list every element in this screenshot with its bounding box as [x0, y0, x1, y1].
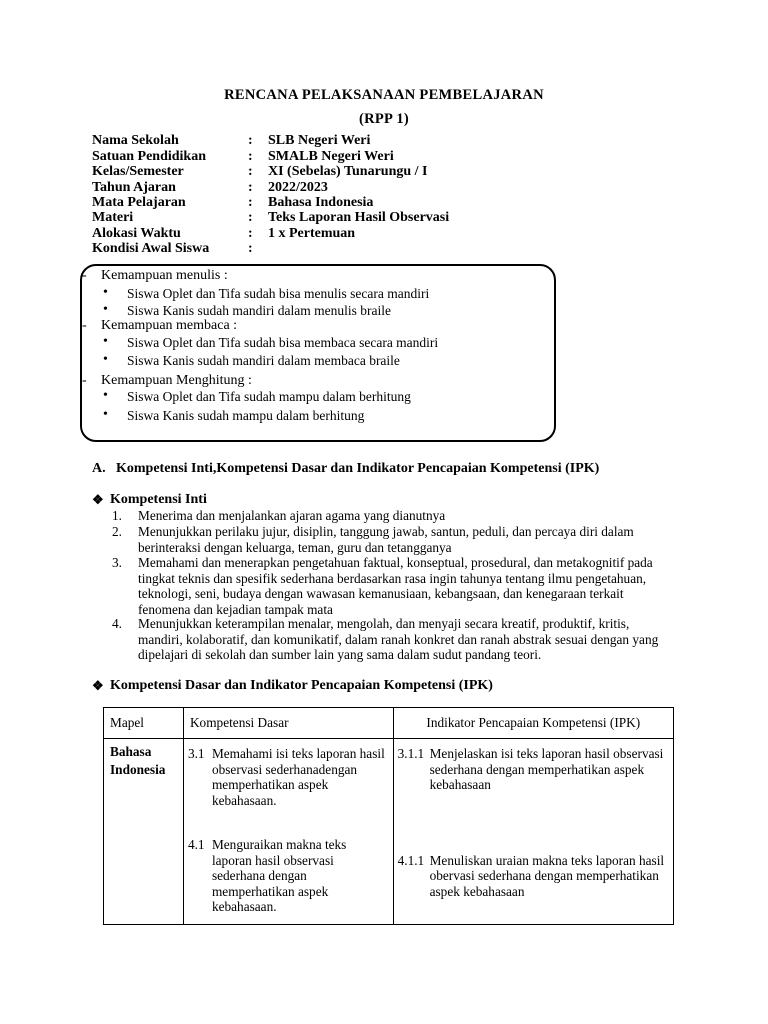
- info-colon: :: [248, 210, 253, 225]
- ipk-item: [398, 853, 669, 900]
- condition-item-text: Siswa Kanis sudah mandiri dalam membaca braile: [127, 353, 400, 368]
- condition-item-text: Siswa Oplet dan Tifa sudah bisa menulis secara mandiri: [127, 286, 430, 301]
- info-colon: :: [248, 241, 253, 256]
- ki-item: [112, 524, 672, 555]
- info-label: Kondisi Awal Siswa: [92, 241, 210, 256]
- info-label: Tahun Ajaran: [92, 180, 176, 195]
- info-label: Satuan Pendidikan: [92, 149, 206, 164]
- kd-cell: [183, 739, 393, 925]
- ki-number: 1.: [112, 508, 122, 523]
- ki-item: [112, 555, 672, 617]
- info-colon: :: [248, 149, 253, 164]
- condition-category-label: Kemampuan Menghitung :: [101, 373, 252, 388]
- bullet-icon: •: [103, 407, 108, 422]
- info-value: SMALB Negeri Weri: [268, 149, 394, 164]
- ki-text: Menunjukkan keterampilan menalar, mengolah, dan menyaji secara kreatif, produktif, kritis, mandiri, kolaboratif, dan komunikatif, dalam ranah konkret dan ranah abstrak sesuai dengan yang dipelajari di sekolah dan sumber lain yang sama dalam sudut pandang teori.: [138, 616, 659, 662]
- section-title: Kompetensi Inti,Kompetensi Dasar dan Indikator Pencapaian Kompetensi (IPK): [116, 461, 600, 476]
- ki-number: 2.: [112, 524, 122, 539]
- condition-item-text: Siswa Oplet dan Tifa sudah mampu dalam berhitung: [127, 389, 411, 404]
- ipk-code: 3.1.1: [397, 746, 425, 761]
- kd-text: Menguraikan makna teks laporan hasil observasi sederhana dengan memperhatikan aspek kebahasaan.: [211, 837, 347, 914]
- bullet-icon: •: [103, 334, 108, 349]
- table-header-ipk: Indikator Pencapaian Kompetensi (IPK): [393, 708, 673, 739]
- table-header-mapel: Mapel: [104, 708, 184, 739]
- condition-item-text: Siswa Kanis sudah mampu dalam berhitung: [127, 408, 365, 423]
- bullet-icon: •: [103, 388, 108, 403]
- info-label: Nama Sekolah: [92, 133, 179, 148]
- kd-item: [188, 746, 389, 808]
- bullet-icon: •: [103, 302, 108, 317]
- condition-item-text: Siswa Oplet dan Tifa sudah bisa membaca secara mandiri: [127, 335, 439, 350]
- info-colon: :: [248, 133, 253, 148]
- mapel-cell: Bahasa Indonesia: [104, 739, 184, 925]
- kd-item: [188, 837, 389, 915]
- table-header-kd: Kompetensi Dasar: [183, 708, 393, 739]
- info-label: Alokasi Waktu: [92, 226, 181, 241]
- condition-category-label: Kemampuan membaca :: [101, 318, 238, 333]
- ki-text: Menerima dan menjalankan ajaran agama yang dianutnya: [138, 508, 446, 523]
- dash-marker: -: [82, 268, 87, 283]
- kd-code: 4.1: [187, 837, 205, 852]
- kd-code: 3.1: [187, 746, 205, 761]
- info-label: Materi: [92, 210, 134, 225]
- condition-category-label: Kemampuan menulis :: [101, 268, 228, 283]
- kd-ipk-table: [103, 707, 674, 925]
- bullet-icon: •: [103, 285, 108, 300]
- ki-number: 4.: [112, 616, 122, 631]
- kd-text: Memahami isi teks laporan hasil observasi sederhanadengan memperhatikan aspek kebahasaan.: [211, 746, 385, 808]
- info-colon: :: [248, 195, 253, 210]
- info-value: Teks Laporan Hasil Observasi: [268, 210, 450, 225]
- document-title: RENCANA PELAKSANAAN PEMBELAJARAN: [224, 87, 544, 103]
- info-colon: :: [248, 164, 253, 179]
- ki-number: 3.: [112, 555, 122, 570]
- info-value: 1 x Pertemuan: [268, 226, 356, 241]
- ki-item: [112, 508, 672, 524]
- info-label: Kelas/Semester: [92, 164, 184, 179]
- bullet-icon: •: [103, 352, 108, 367]
- diamond-bullet-icon: ❖: [92, 492, 104, 507]
- ki-text: Memahami dan menerapkan pengetahuan faktual, konseptual, prosedural, dan metakognitif pada tingkat teknis dan spesifik sederhana berdasarkan rasa ingin tahunya tentang ilmu pengetahuan, teknologi, seni, budaya dengan wawasan kemanusiaan, kebangsaan, dan kenegaraan terkait fenomena dan kejadian tampak mata: [138, 555, 653, 617]
- info-value: 2022/2023: [268, 180, 328, 195]
- ipk-code: 4.1.1: [397, 852, 425, 868]
- dash-marker: -: [82, 318, 87, 333]
- ipk-cell: [393, 739, 673, 925]
- ki-text: Menunjukkan perilaku jujur, disiplin, tanggung jawab, santun, peduli, dan percaya diri dalam berinteraksi dengan keluarga, teman, guru dan tetangganya: [138, 524, 634, 555]
- info-colon: :: [248, 180, 253, 195]
- info-label: Mata Pelajaran: [92, 195, 186, 210]
- ipk-item: [398, 746, 669, 793]
- dash-marker: -: [82, 373, 87, 388]
- table-header-row: [104, 708, 674, 739]
- document-subtitle: (RPP 1): [358, 111, 410, 127]
- condition-item-text: Siswa Kanis sudah mandiri dalam menulis braile: [127, 303, 391, 318]
- table-row: [104, 739, 674, 925]
- info-value: Bahasa Indonesia: [268, 195, 374, 210]
- ipk-text: Menuliskan uraian makna teks laporan hasil obervasi sederhana dengan memperhatikan aspek kebahasaan: [429, 852, 665, 899]
- ipk-text: Menjelaskan isi teks laporan hasil observasi sederhana dengan memperhatikan aspek kebahasaan: [429, 746, 664, 792]
- info-colon: :: [248, 226, 253, 241]
- info-value: SLB Negeri Weri: [268, 133, 371, 148]
- ki-item: [112, 616, 672, 663]
- info-value: XI (Sebelas) Tunarungu / I: [268, 164, 428, 179]
- subsection-title: Kompetensi Dasar dan Indikator Pencapaian Kompetensi (IPK): [110, 678, 493, 693]
- subsection-title: Kompetensi Inti: [110, 492, 207, 507]
- section-letter: A.: [92, 461, 106, 476]
- diamond-bullet-icon: ❖: [92, 678, 104, 693]
